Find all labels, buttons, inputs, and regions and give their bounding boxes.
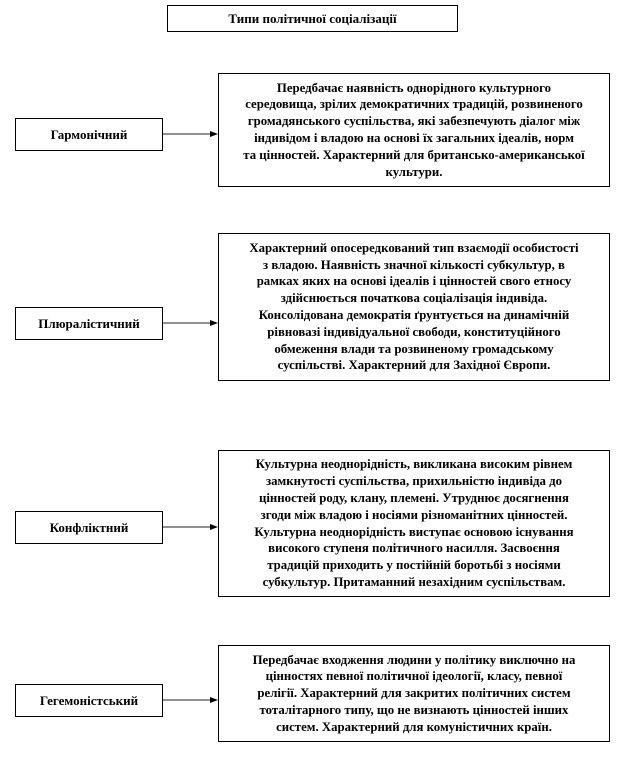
type-box-conflict [15, 511, 163, 544]
arrow-conflict [163, 524, 218, 530]
arrow-head [210, 320, 218, 326]
type-label: Гегемоністський [39, 692, 139, 708]
arrow-harmonic [163, 131, 218, 137]
description-text: Культурна неоднорідність, викликана високим рівнем замкнутості суспільства, прихильністю індивіда до цінностей роду, клану, племені. Утруднює досягнення згоди між владою і носіями різноманітних цінностей. Культурна неоднорідність виступає основою існування високого ступеня політичного насилля. Засвоєння традицій приходить у постійній боротьбі з носіями субкультур. Притаманний незахідним суспільствам. [254, 457, 574, 589]
type-box-pluralistic [15, 307, 163, 340]
type-label: Плюралістичний [38, 315, 140, 331]
diagram-title-box [167, 5, 458, 32]
description-text: Передбачає входження людини у політику виключно на цінностях певної політичної ідеології, класу, певної релігії. Характерний для закритих політичних систем тоталітарного типу, що не визнають цінностей інших систем. Характерний для комуністичних країн. [252, 652, 576, 734]
description-box-hegemonic [218, 645, 610, 742]
arrow-head [210, 697, 218, 703]
description-box-pluralistic [218, 233, 610, 381]
arrow-head [210, 524, 218, 530]
arrow-hegemonic [163, 697, 218, 703]
description-text: Передбачає наявність однорідного культурного середовища, зрілих демократичних традицій, розвиненого громадянського суспільства, які забезпечують діалог між індивідом і владою на основі їх загальних ідеалів, норм та цінностей. Характерний для британсько-американської культури. [243, 80, 585, 179]
arrow-head [210, 131, 218, 137]
description-box-harmonic [218, 73, 610, 187]
description-text: Характерний опосередкований тип взаємодії особистості з владою. Наявність значної кількості субкультур, в рамках яких на основі ідеалів і цінностей свого етносу здійснюється початкова соціалізація індивіда. Консолідована демократія ґрунтується на динамічній рівновазі індивідуальної свободи, конституційного обмеження влади та розвиненому громадському суспільстві. Характерний для Західної Європи. [249, 240, 579, 373]
type-box-hegemonic [15, 684, 163, 717]
type-label: Конфліктний [49, 519, 129, 535]
type-box-harmonic [15, 118, 163, 151]
diagram-title: Типи політичної соціалізації [228, 10, 397, 26]
description-box-conflict [218, 450, 610, 597]
arrow-pluralistic [163, 320, 218, 326]
type-label: Гармонічний [50, 126, 128, 142]
